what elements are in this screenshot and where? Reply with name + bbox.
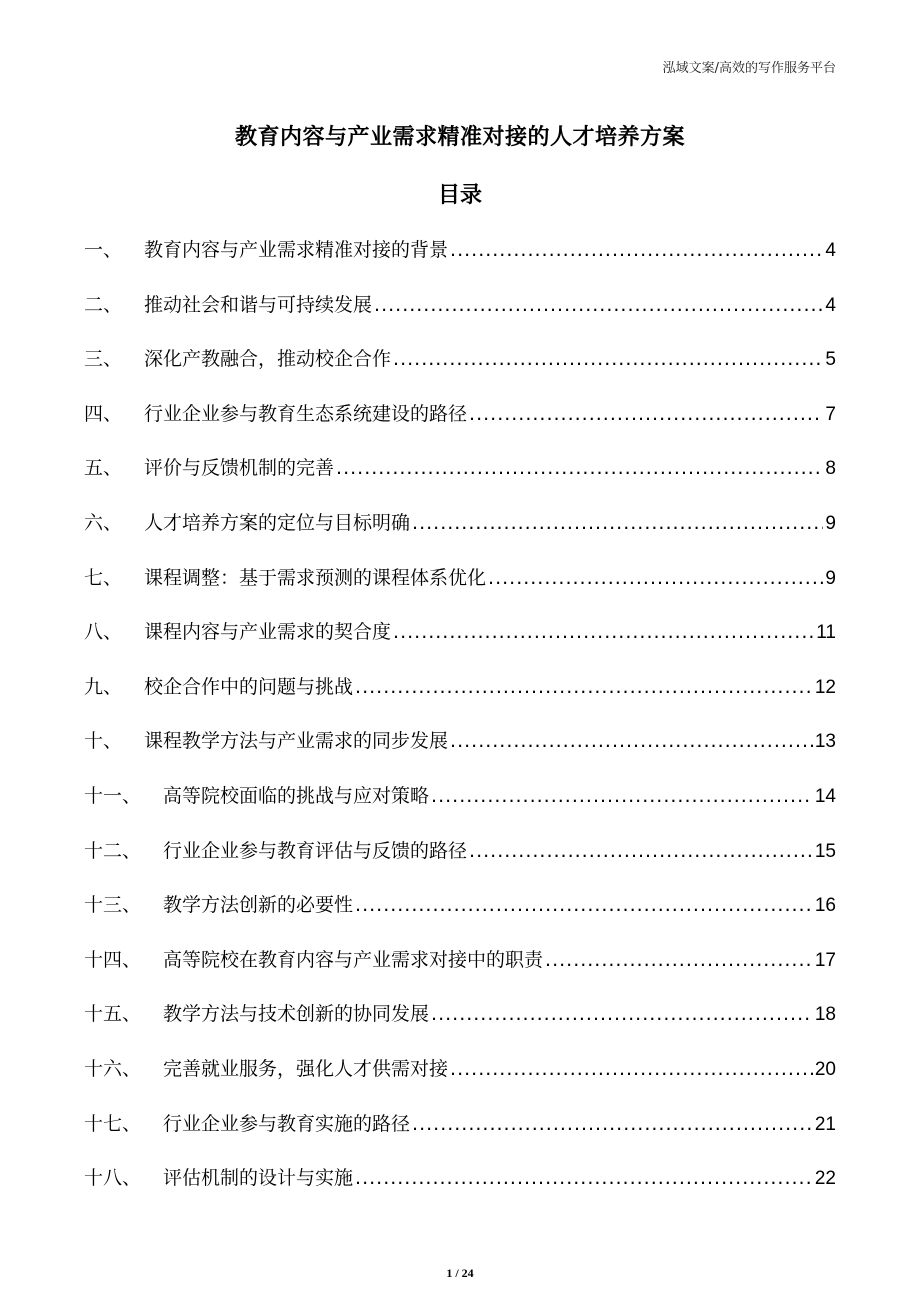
toc-entry-title: 校企合作中的问题与挑战: [144, 675, 354, 698]
toc-dot-leader: [355, 1158, 813, 1198]
toc-heading: 目录: [437, 183, 482, 208]
toc-entry[interactable]: [84, 776, 836, 831]
toc-entry-title: 课程内容与产业需求的契合度: [144, 621, 392, 644]
toc-entry-title: 行业企业参与教育生态系统建设的路径: [144, 402, 468, 425]
toc-entry-number: 二、: [84, 293, 123, 316]
toc-entry[interactable]: [84, 503, 836, 558]
toc-entry-number: 八、: [84, 621, 123, 644]
toc-entry-title: 行业企业参与教育实施的路径: [163, 1112, 411, 1135]
toc-entry-number: 十四、: [84, 948, 142, 971]
toc-entry[interactable]: [84, 667, 836, 722]
toc-entry-page: 9: [825, 512, 836, 534]
toc-entry-page: 5: [825, 349, 836, 371]
toc-dot-leader: [393, 612, 814, 652]
toc-entry-number: 三、: [84, 348, 123, 371]
toc-entry-page: 14: [814, 785, 836, 807]
toc-entry-number: 十八、: [84, 1167, 142, 1190]
toc-entry-number: 一、: [84, 239, 123, 261]
toc-entry-page: 21: [814, 1113, 836, 1135]
toc-entry-number: 十、: [84, 730, 123, 753]
toc-dot-leader: [450, 721, 813, 761]
page-header: 泓域文案/高效的写作服务平台: [662, 61, 836, 76]
toc-entry[interactable]: [84, 1158, 836, 1213]
toc-entry-number: 十七、: [84, 1112, 142, 1135]
toc-entry[interactable]: [84, 1104, 836, 1159]
toc-entry-page: 4: [825, 294, 836, 316]
toc-dot-leader: [469, 831, 813, 871]
toc-entry-page: 4: [825, 240, 836, 261]
toc-entry-page: 20: [814, 1058, 836, 1080]
toc-entry-page: 7: [825, 403, 836, 425]
toc-entry-title: 课程教学方法与产业需求的同步发展: [144, 730, 449, 753]
toc-entry-title: 教学方法创新的必要性: [163, 894, 354, 917]
toc-entry-title: 行业企业参与教育评估与反馈的路径: [163, 839, 468, 862]
toc-entry[interactable]: [84, 994, 836, 1049]
toc-dot-leader: [431, 994, 813, 1034]
toc-entry-title: 深化产教融合，推动校企合作: [144, 348, 392, 371]
page-number: 1 / 24: [446, 1266, 474, 1280]
toc-entry-page: 22: [814, 1168, 836, 1190]
toc-entry-number: 十一、: [84, 784, 142, 807]
toc-entry-page: 18: [814, 1004, 836, 1026]
toc-entry[interactable]: [84, 1049, 836, 1104]
toc-entry-page: 12: [814, 676, 836, 698]
toc-dot-leader: [431, 776, 813, 816]
toc-entry-page: 9: [825, 567, 836, 589]
toc-entry-page: 16: [814, 895, 836, 917]
toc-dot-leader: [450, 230, 823, 270]
toc-entry-title: 人才培养方案的定位与目标明确: [144, 511, 411, 534]
toc-entry-title: 教学方法与技术创新的协同发展: [163, 1003, 430, 1026]
toc-entry[interactable]: [84, 339, 836, 394]
toc-entry-number: 十五、: [84, 1003, 142, 1026]
toc-entry-title: 评估机制的设计与实施: [163, 1167, 354, 1190]
toc-dot-leader: [393, 339, 823, 379]
toc-entry-title: 教育内容与产业需求精准对接的背景: [144, 239, 449, 261]
toc-dot-leader: [488, 558, 823, 598]
toc-entry-number: 十二、: [84, 839, 142, 862]
toc-entry-number: 六、: [84, 511, 123, 534]
toc-entry[interactable]: [84, 230, 836, 285]
toc-entry-page: 13: [814, 731, 836, 753]
document-title: 教育内容与产业需求精准对接的人才培养方案: [234, 125, 685, 150]
toc-entry-number: 十六、: [84, 1057, 142, 1080]
toc-dot-leader: [336, 448, 823, 488]
toc-entry-title: 评价与反馈机制的完善: [144, 457, 335, 480]
toc-entry[interactable]: [84, 285, 836, 340]
toc-entry[interactable]: [84, 394, 836, 449]
toc-entry-page: 11: [816, 622, 836, 644]
toc-dot-leader: [450, 1049, 813, 1089]
toc-entry-page: 15: [814, 840, 836, 862]
toc-entry-title: 高等院校在教育内容与产业需求对接中的职责: [163, 948, 544, 971]
toc-dot-leader: [412, 503, 823, 543]
toc-entry-number: 五、: [84, 457, 123, 480]
toc-entry-number: 十三、: [84, 894, 142, 917]
toc-entry[interactable]: [84, 831, 836, 886]
toc-dot-leader: [469, 394, 823, 434]
toc-dot-leader: [355, 885, 813, 925]
toc-entry-number: 四、: [84, 402, 123, 425]
toc-entry-title: 课程调整：基于需求预测的课程体系优化: [144, 566, 487, 589]
toc-dot-leader: [374, 285, 823, 325]
toc-entry[interactable]: [84, 448, 836, 503]
toc-entry-title: 完善就业服务，强化人才供需对接: [163, 1057, 449, 1080]
table-of-contents: [84, 230, 836, 1213]
toc-dot-leader: [545, 940, 813, 980]
toc-entry-number: 九、: [84, 675, 123, 698]
toc-entry-page: 8: [825, 458, 836, 480]
toc-entry[interactable]: [84, 612, 836, 667]
toc-entry-title: 高等院校面临的挑战与应对策略: [163, 784, 430, 807]
toc-entry-number: 七、: [84, 566, 123, 589]
toc-entry[interactable]: [84, 885, 836, 940]
toc-entry[interactable]: [84, 721, 836, 776]
toc-dot-leader: [412, 1104, 813, 1144]
toc-entry-title: 推动社会和谐与可持续发展: [144, 293, 373, 316]
toc-dot-leader: [355, 667, 813, 707]
toc-entry-page: 17: [814, 949, 836, 971]
toc-entry[interactable]: [84, 940, 836, 995]
toc-entry[interactable]: [84, 558, 836, 613]
